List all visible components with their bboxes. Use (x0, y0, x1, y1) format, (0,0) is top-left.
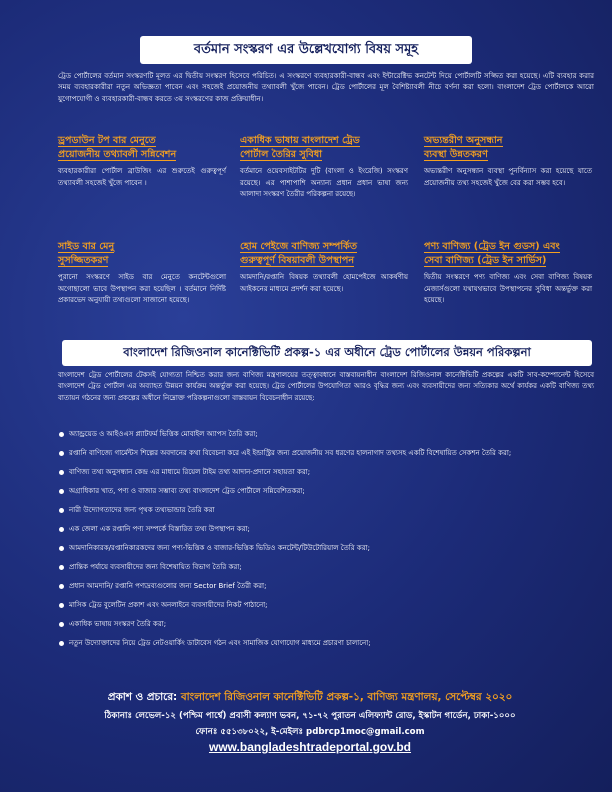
feature-title-line1: সাইড বার মেনু (58, 241, 115, 252)
feature-title (240, 240, 408, 268)
feature-title-line2: প্রয়োজনীয় তথ্যাবলী সন্নিবেশন (58, 149, 177, 160)
feature-title-line1: পণ্য বাণিজ্য (ট্রেড ইন গুডস) এবং (424, 241, 560, 252)
feature-title (58, 240, 226, 268)
publisher-value: বাংলাদেশ রিজিওনাল কানেক্টিভিটি প্রকল্প-১, বাণিজ্য মন্ত্রণালয়, সেপ্টেম্বর ২০২০ (180, 691, 513, 703)
feature-title-line2: ব্যবস্থা উন্নতকরণ (424, 149, 488, 160)
feature-title-line2: সেবা বাণিজ্য (ট্রেড ইন সার্ভিস) (424, 255, 547, 266)
list-item: রপ্তানি বাণিজ্যে গার্মেন্টস শিল্পের অবদানের কথা বিবেচনা করে এই ইন্ডাস্ট্রির জন্য প্রয়োজনীয় সব ধরণের হালনাগাদ তথ্যসহ একটি বিশেষায়িত সেকশন তৈরি করা; (58, 448, 594, 458)
list-item: এক জেলা এক রপ্তানি পণ্য সম্পর্কে বিস্তারিত তথ্য উপস্থাপন করা; (58, 524, 594, 534)
feature-title-line1: একাধিক ভাষায় বাংলাদেশ ট্রেড (240, 135, 360, 146)
feature-title (240, 134, 408, 162)
intro-paragraph: ট্রেড পোর্টালের বর্তমান সংস্করণটি মূলত এর দ্বিতীয় সংস্করণ হিসেবে পরিচিত। এ সংস্করণে ব্যবহারকারী-বান্ধব এবং ইন্টারেক্টিভ কনটেন্ট দিয়ে পোর্টালটি সজ্জিত করা হয়েছে। এটি ব্যবহার করার সময় ব্যবহারকারীরা নতুন অভিজ্ঞতা পাবেন এবং সহজেই প্রয়োজনীয় তথ্যাবলী খুঁজে পাবেন। ট্রেড পোর্টালের মূল বৈশিষ্ট্যাবলী নীচে বর্ণনা করা হলো। বাংলাদেশ ট্রেড পোর্টালকে আরো যুগোপযোগী ও ব্যবহারকারী-বান্ধব করতে ৩য় সংস্করণের কাজ প্রক্রিয়াধীন। (58, 71, 594, 103)
feature-title-line1: অভ্যন্তরীণ অনুসন্ধান (424, 135, 503, 146)
publisher-line (30, 690, 590, 707)
contact-line: ফোনঃ ৫৫১৩৮০২২, ই-মেইলঃ pdbrcp1moc@gmail.com (195, 727, 425, 737)
feature-title-line2: গুরুত্বপূর্ণ বিষয়াবলী উপস্থাপন (240, 255, 355, 266)
list-item: প্রধান আমদানি/ রপ্তানি পণ্যদ্রব্যগুলোর জন্য Sector Brief তৈরী করা; (58, 581, 594, 591)
section-title-features: বর্তমান সংস্করণ এর উল্লেখযোগ্য বিষয় সমূহ (140, 36, 472, 64)
feature-body: ব্যবহারকারীরা পোর্টাল ব্রাউজিং এর শুরুতেই গুরুত্বপূর্ণ তথ্যাবলী সহজেই খুঁজে পাবেন । (58, 167, 226, 187)
feature-title (424, 134, 592, 162)
list-item: নতুন উদ্যোক্তাদের নিয়ে ট্রেড নেটওয়ার্কিং ডাটাবেস গঠন এবং সামাজিক যোগাযোগ মাধ্যমে প্রচারণা চালানো; (58, 638, 594, 648)
plan-intro-paragraph: বাংলাদেশ ট্রেড পোর্টালের টেকসই যোগ্যতা নিশ্চিত করার জন্য বাণিজ্য মন্ত্রণালয়ের তত্ত্বাবধানে বাস্তবায়নাধীন বাংলাদেশ রিজিওনাল কানেক্টিভিটি প্রকল্পের একটি সাব-কম্পোনেন্ট হিসেবে বাংলাদেশ ট্রেড পোর্টাল এর অব্যাহত উন্নয়ন কার্যক্রম অন্তর্ভুক্ত করা হয়েছে। ট্রেড পোর্টালের উপযোগিতা আরও বৃদ্ধির জন্য এবং ব্যবসায়ীদের জন্য সত্যিকার অর্থে কার্যকর একটি বাণিজ্য তথ্য বাতায়ন গঠনের জন্য প্রকল্পের অধীনে নিম্নোক্ত পরিকল্পনাগুলো বাস্তবায়ন বিবেচনাধীন রয়েছে: (58, 371, 594, 402)
feature-title-line2: পোর্টাল তৈরির সুবিধা (240, 149, 322, 160)
publisher-label: প্রকাশ ও প্রচারে: (107, 691, 178, 703)
feature-body: দ্বিতীয় সংস্করণে পণ্য বাণিজ্য এবং সেবা বাণিজ্য বিষয়ক মেজার্সগুলো যথাযথভাবে উপস্থাপনের সুবিধা অন্তর্ভুক্ত করা হয়েছে। (424, 273, 592, 304)
feature-body: অভ্যন্তরীণ অনুসন্ধান ব্যবস্থা পুনর্বিন্যাস করা হয়েছে যাতে প্রয়োজনীয় তথ্য সহজেই খুঁজে বের করা সম্ভব হবে। (424, 167, 592, 187)
list-item: একাধিক ভাষায় সংস্করণ তৈরি করা; (58, 619, 594, 629)
feature-body: পুরানো সংস্করণে সাইড বার মেনুতে কনটেন্টগুলো অগোছালো ভাবে উপস্থাপন করা হয়েছিল । বর্তমানে নির্দিষ্ট প্রকারভেদ অনুযায়ী তথ্যগুলো সাজানো হয়েছে। (58, 273, 226, 304)
feature-title-line1: ড্রপডাউন টপ বার মেনুতে (58, 135, 156, 146)
list-item: আমদানিকারক/রপ্তানিকারকদের জন্য পণ্য-ভিত্তিক ও বাজার-ভিত্তিক ভিডিও কনটেন্ট/টিউটোরিয়াল তৈরি করা; (58, 543, 594, 553)
list-item: প্রান্তিক পর্যায়ে ব্যবসায়ীদের জন্য বিশেষায়িত বিভাগ তৈরি করা; (58, 562, 594, 572)
list-item: বাণিজ্য তথ্য অনুসন্ধান কেন্দ্র এর মাধ্যমে রিয়েল টাইম তথ্য আদান-প্রদানে সহায়তা করা; (58, 467, 594, 477)
feature-title-line1: হোম পেইজে বাণিজ্য সম্পর্কিত (240, 241, 358, 252)
feature-internal-search (424, 134, 592, 189)
feature-title (58, 134, 226, 162)
feature-body: বর্তমানে ওয়েবসাইটটির দুটি (বাংলা ও ইংরেজি) সংস্করণ রয়েছে। এর পাশাপাশি অন্যান্য প্রধান প্রধান ভাষা জন্য আলাদা সংস্করণ তৈরীর পরিকল্পনা রয়েছে। (240, 167, 408, 198)
feature-sidebar-menu (58, 240, 226, 307)
feature-title (424, 240, 592, 268)
plan-list (58, 429, 594, 657)
feature-title-line2: সুসজ্জিতকরণ (58, 255, 109, 266)
list-item: অ্যান্ড্রয়েড ও আইওএস প্ল্যাটফর্ম ভিত্তিক মোবাইল অ্যাপস তৈরি করা; (58, 429, 594, 439)
feature-dropdown-menu (58, 134, 226, 189)
list-item: মাসিক ট্রেড বুলেটিন প্রকাশ এবং অনলাইনে ব্যবসায়ীদের নিকট পাঠানো; (58, 600, 594, 610)
feature-multilanguage (240, 134, 408, 201)
list-item: নারী উদ্যোগতাদের জন্য পৃথক তথ্যভান্ডার তৈরি করা (58, 505, 594, 515)
feature-body: আমদানি/রপ্তানি বিষয়ক তথ্যাবলী হোমপেইজে আকর্ষণীয় আইকনের মাধ্যমে প্রদর্শন করা হয়েছে। (240, 273, 408, 293)
section-title-plan: বাংলাদেশ রিজিওনাল কানেক্টিভিটি প্রকল্প-১ এর অধীনে ট্রেড পোর্টালের উন্নয়ন পরিকল্পনা (62, 340, 592, 366)
list-item: অগ্রাধিকার খাত, পণ্য ও বাজার সম্ভাব্য তথ্য বাংলাদেশ ট্রেড পোর্টালে সন্নিবেশিতকরা; (58, 486, 594, 496)
feature-goods-services (424, 240, 592, 307)
feature-homepage-trade (240, 240, 408, 295)
website-link[interactable]: www.bangladeshtradeportal.gov.bd (208, 740, 412, 754)
address-line: ঠিকানাঃ লেভেল-১২ (পশ্চিম পার্শ্বে) প্রবাসী কল্যাণ ভবন, ৭১-৭২ পুরাতন এলিফ্যান্ট রোড, ইস্কাটন গার্ডেন, ঢাকা-১০০০ (104, 711, 516, 721)
